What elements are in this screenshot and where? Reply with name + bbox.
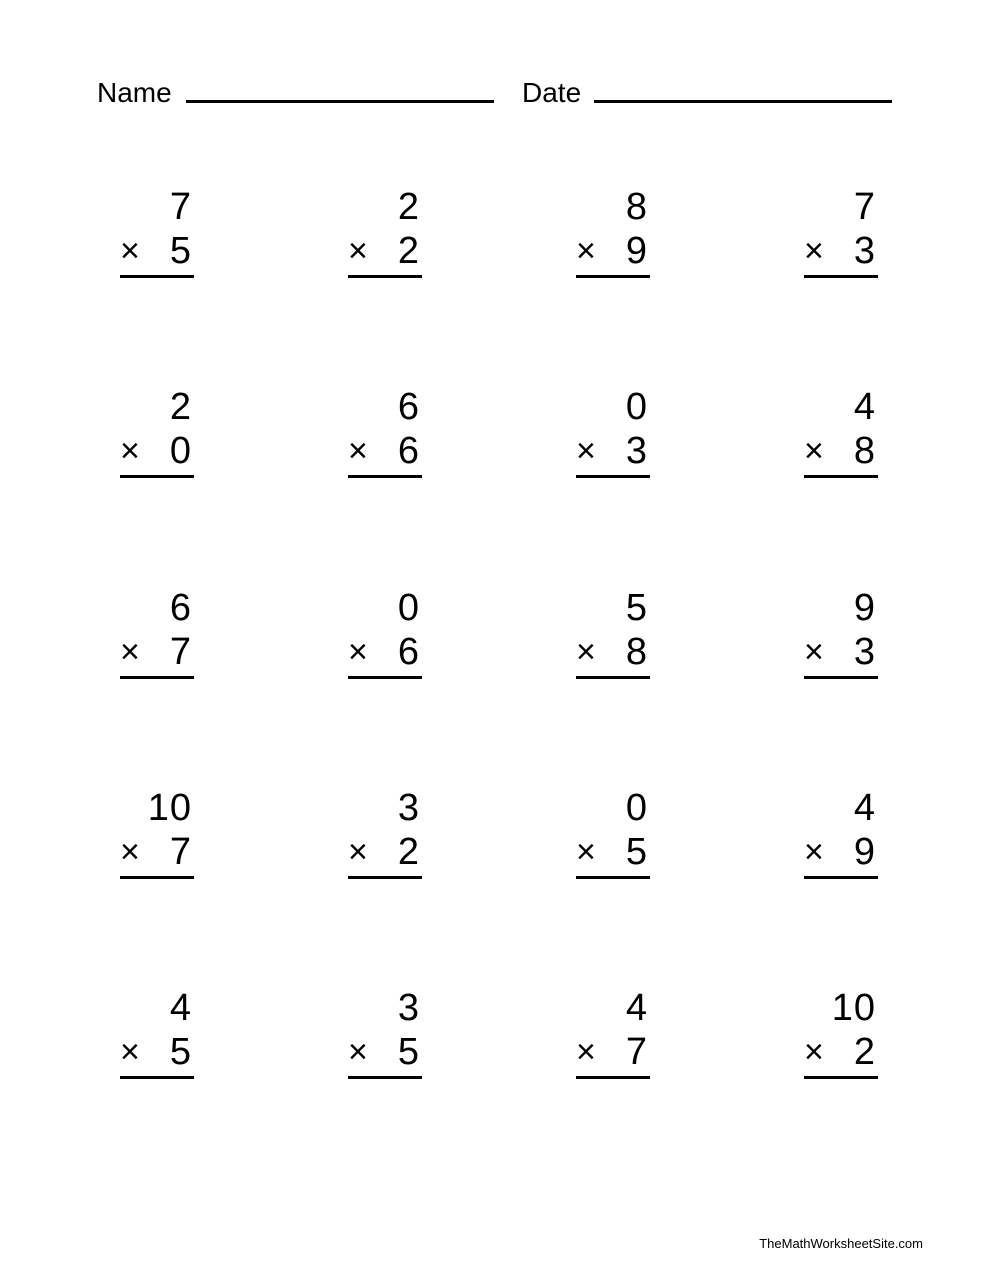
- multiplier: 7: [169, 831, 192, 873]
- multiplication-problem: [348, 387, 424, 487]
- multiplication-sign: ×: [576, 232, 596, 270]
- multiplicand: 7: [853, 186, 876, 228]
- multiplier: 2: [397, 831, 420, 873]
- multiplication-sign: ×: [804, 432, 824, 470]
- multiplicand: 0: [625, 787, 648, 829]
- multiplicand: 7: [169, 186, 192, 228]
- answer-line: [348, 876, 422, 879]
- answer-line: [804, 1076, 878, 1079]
- multiplication-sign: ×: [348, 432, 368, 470]
- multiplicand: 6: [397, 386, 420, 428]
- multiplication-sign: ×: [120, 833, 140, 871]
- answer-line: [804, 676, 878, 679]
- multiplication-sign: ×: [804, 833, 824, 871]
- multiplicand: 4: [853, 787, 876, 829]
- multiplication-sign: ×: [804, 1033, 824, 1071]
- answer-line: [120, 475, 194, 478]
- answer-line: [576, 475, 650, 478]
- answer-line: [348, 1076, 422, 1079]
- multiplier: 9: [625, 230, 648, 272]
- multiplication-sign: ×: [120, 232, 140, 270]
- multiplication-problem: [804, 387, 880, 487]
- multiplier: 6: [397, 631, 420, 673]
- answer-line: [576, 275, 650, 278]
- multiplication-problem: [804, 588, 880, 688]
- multiplicand: 2: [169, 386, 192, 428]
- multiplier: 5: [625, 831, 648, 873]
- multiplicand: 6: [169, 587, 192, 629]
- name-field-line[interactable]: [186, 100, 494, 103]
- site-credit: TheMathWorksheetSite.com: [759, 1236, 923, 1251]
- multiplication-sign: ×: [348, 1033, 368, 1071]
- multiplier: 3: [853, 631, 876, 673]
- multiplication-problem: [120, 588, 196, 688]
- answer-line: [120, 676, 194, 679]
- date-label: Date: [522, 77, 582, 108]
- multiplication-sign: ×: [576, 1033, 596, 1071]
- multiplication-problem: [576, 588, 652, 688]
- answer-line: [804, 275, 878, 278]
- multiplication-problem: [576, 788, 652, 888]
- multiplication-sign: ×: [576, 833, 596, 871]
- multiplier: 5: [169, 1031, 192, 1073]
- multiplicand: 9: [853, 587, 876, 629]
- multiplication-problem: [576, 387, 652, 487]
- multiplication-problem: [576, 187, 652, 287]
- multiplier: 2: [397, 230, 420, 272]
- multiplication-problem: [348, 588, 424, 688]
- multiplication-problem: [348, 788, 424, 888]
- answer-line: [804, 475, 878, 478]
- multiplicand: 10: [831, 987, 876, 1029]
- answer-line: [576, 876, 650, 879]
- multiplication-sign: ×: [120, 1033, 140, 1071]
- multiplication-problem: [348, 988, 424, 1088]
- multiplier: 7: [625, 1031, 648, 1073]
- multiplier: 5: [397, 1031, 420, 1073]
- date-field-line[interactable]: [594, 100, 892, 103]
- multiplicand: 3: [397, 987, 420, 1029]
- multiplication-sign: ×: [120, 633, 140, 671]
- answer-line: [804, 876, 878, 879]
- multiplication-problem: [804, 788, 880, 888]
- multiplier: 3: [625, 430, 648, 472]
- multiplier: 6: [397, 430, 420, 472]
- multiplicand: 8: [625, 186, 648, 228]
- answer-line: [348, 676, 422, 679]
- multiplication-problem: [120, 788, 196, 888]
- multiplier: 2: [853, 1031, 876, 1073]
- multiplication-problem: [120, 988, 196, 1088]
- multiplication-sign: ×: [348, 833, 368, 871]
- answer-line: [348, 475, 422, 478]
- name-label: Name: [97, 77, 172, 108]
- multiplication-sign: ×: [348, 232, 368, 270]
- multiplication-problem: [348, 187, 424, 287]
- multiplication-sign: ×: [348, 633, 368, 671]
- multiplicand: 3: [397, 787, 420, 829]
- multiplication-problem: [120, 187, 196, 287]
- multiplicand: 4: [625, 987, 648, 1029]
- multiplicand: 4: [169, 987, 192, 1029]
- answer-line: [120, 876, 194, 879]
- multiplication-sign: ×: [576, 432, 596, 470]
- multiplication-sign: ×: [804, 633, 824, 671]
- multiplicand: 10: [147, 787, 192, 829]
- answer-line: [576, 676, 650, 679]
- multiplication-problem: [120, 387, 196, 487]
- multiplicand: 2: [397, 186, 420, 228]
- multiplication-problem: [804, 988, 880, 1088]
- multiplication-sign: ×: [804, 232, 824, 270]
- multiplication-problem: [804, 187, 880, 287]
- multiplicand: 4: [853, 386, 876, 428]
- multiplier: 3: [853, 230, 876, 272]
- multiplier: 5: [169, 230, 192, 272]
- multiplier: 0: [169, 430, 192, 472]
- multiplier: 9: [853, 831, 876, 873]
- multiplicand: 0: [625, 386, 648, 428]
- multiplier: 7: [169, 631, 192, 673]
- multiplicand: 0: [397, 587, 420, 629]
- answer-line: [348, 275, 422, 278]
- multiplicand: 5: [625, 587, 648, 629]
- answer-line: [120, 1076, 194, 1079]
- multiplication-sign: ×: [120, 432, 140, 470]
- multiplier: 8: [853, 430, 876, 472]
- multiplication-problem: [576, 988, 652, 1088]
- multiplication-sign: ×: [576, 633, 596, 671]
- answer-line: [120, 275, 194, 278]
- multiplier: 8: [625, 631, 648, 673]
- answer-line: [576, 1076, 650, 1079]
